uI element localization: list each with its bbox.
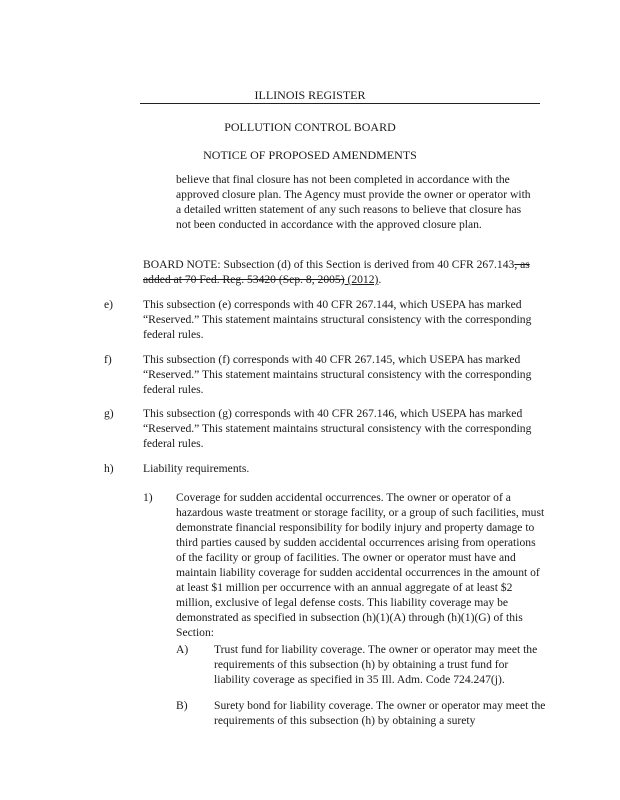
subsection-h-title: Liability requirements. <box>143 462 250 475</box>
subitem-text: Surety bond for liability coverage. The owner or operator may meet the requirements of this subsection (h) by obtaining a surety <box>214 699 546 727</box>
subsection-label: g) <box>104 407 114 420</box>
subsection-text: This subsection (e) corresponds with 40 CFR 267.144, which USEPA has marked “Reserved.” This statement maintains structural consistency with the corresponding federal rules. <box>143 298 532 341</box>
board-note-prefix: BOARD NOTE: Subsection (d) of this Section is derived from 40 CFR 267.143 <box>143 258 515 271</box>
subsection-label: e) <box>104 298 114 311</box>
item-label: 1) <box>143 491 153 504</box>
continuation-paragraph: believe that final closure has not been completed in accordance with the approved closure plan. The Agency must provide the owner or operator with a detailed written statement of any such reasons to believe that closure has not been conducted in accordance with the approved closure plan. <box>176 173 531 231</box>
subsection-text: This subsection (f) corresponds with 40 CFR 267.145, which USEPA has marked “Reserved.” This statement maintains structural consistency with the corresponding federal rules. <box>143 353 532 396</box>
subitem-label: B) <box>176 699 188 712</box>
coverage-paragraph: Coverage for sudden accidental occurrences. The owner or operator of a hazardous waste treatment or storage facility, or a group of such facilities, must demonstrate financial responsibility for bodily injury and property damage to third parties caused by sudden accidental occurrences arising from operations of the facility or group of facilities. The owner or operator must have and maintain liability coverage for sudden accidental occurrences in the amount of at least $1 million per occurrence with an annual aggregate of at least $2 million, exclusive of legal defense costs. This liability coverage may be demonstrated as specified in subsection (h)(1)(A) through (h)(1)(G) of this Section: <box>176 491 545 639</box>
board-note <box>143 257 538 287</box>
subsection-text: This subsection (g) corresponds with 40 CFR 267.146, which USEPA has marked “Reserved.” This statement maintains structural consistency with the corresponding federal rules. <box>143 407 532 450</box>
board-title: POLLUTION CONTROL BOARD <box>224 120 396 134</box>
header-rule <box>140 103 540 104</box>
board-note-struck: , as added at 70 Fed. Reg. 53420 (Sep. 8, 2005) <box>143 258 530 286</box>
board-note-inserted: (2012) <box>344 273 379 286</box>
subsection-label: f) <box>104 353 112 366</box>
board-note-suffix: . <box>378 273 382 286</box>
subsection-label: h) <box>104 462 114 475</box>
register-title: ILLINOIS REGISTER <box>254 88 366 102</box>
subitem-text: Trust fund for liability coverage. The owner or operator may meet the requirements of this subsection (h) by obtaining a trust fund for liability coverage as specified in 35 Ill. Adm. Code 724.247(j). <box>214 643 538 686</box>
notice-title: NOTICE OF PROPOSED AMENDMENTS <box>203 148 417 162</box>
subitem-label: A) <box>176 643 189 656</box>
